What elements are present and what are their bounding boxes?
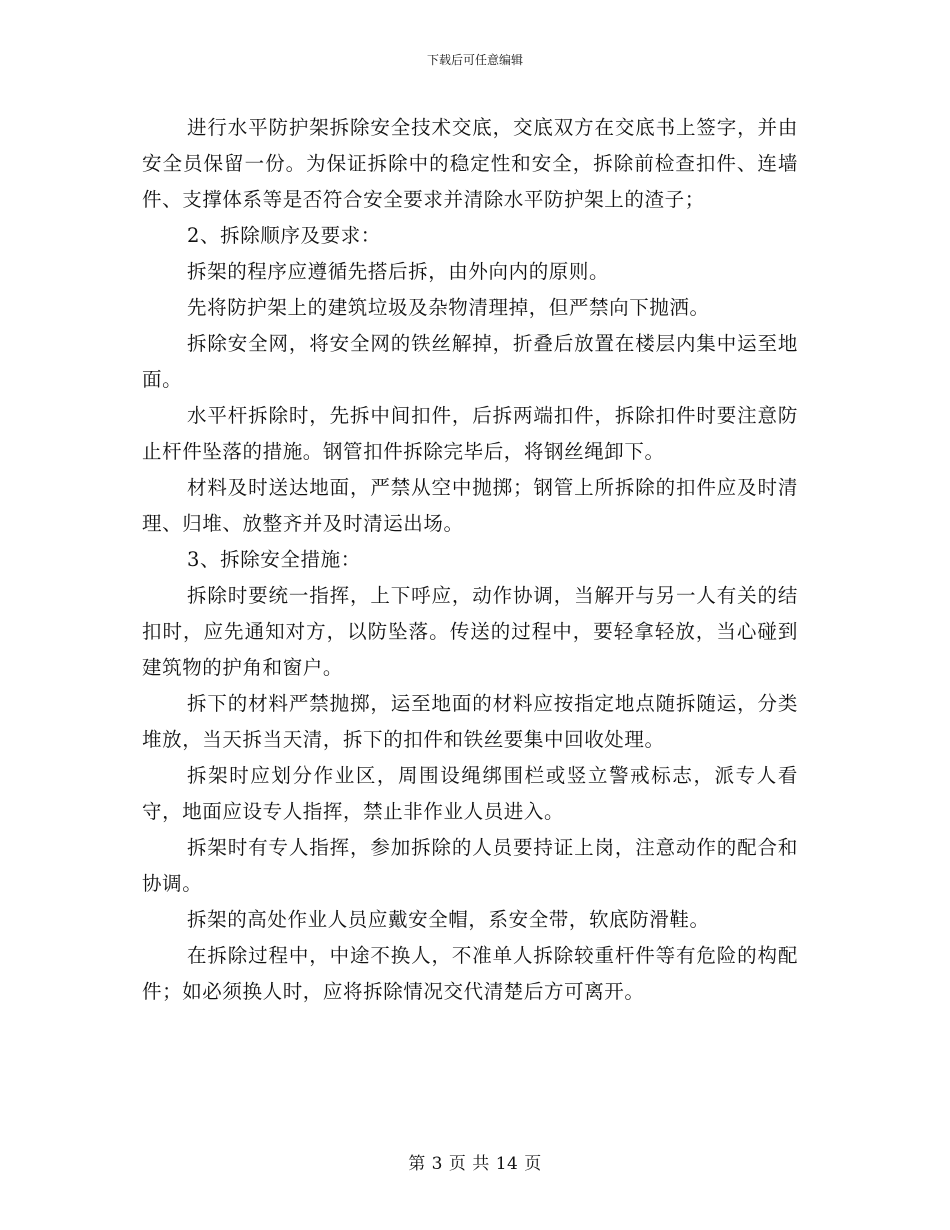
paragraph-no-substitution: 在拆除过程中，中途不换人，不准单人拆除较重杆件等有危险的构配件；如必须换人时，应将拆除情况交代清楚后方可离开。 <box>142 944 798 1003</box>
paragraph-horizontal-bar: 水平杆拆除时，先拆中间扣件，后拆两端扣件，拆除扣件时要注意防止杆件坠落的措施。钢管扣件拆除完毕后，将钢丝绳卸下。 <box>142 404 798 463</box>
page-number-footer: 第 3 页 共 14 页 <box>408 1154 542 1174</box>
paragraph-work-zone: 拆架时应划分作业区，周围设绳绑围栏或竖立警戒标志，派专人看守，地面应设专人指挥，禁止非作业人员进入。 <box>142 764 798 823</box>
section-heading-safety-measures: 3、拆除安全措施： <box>187 548 361 571</box>
paragraph-handover-intro: 进行水平防护架拆除安全技术交底，交底双方在交底书上签字，并由安全员保留一份。为保证拆除中的稳定性和安全，拆除前检查扣件、连墙件、支撑体系等是否符合安全要求并清除水平防护架上的渣子； <box>142 116 798 211</box>
document-body <box>142 110 798 1010</box>
paragraph-materials-delivery: 材料及时送达地面，严禁从空中抛掷；钢管上所拆除的扣件应及时清理、归堆、放整齐并及时清运出场。 <box>142 476 798 535</box>
section-heading-dismantle-order: 2、拆除顺序及要求： <box>187 224 381 247</box>
paragraph-unified-command: 拆除时要统一指挥，上下呼应，动作协调，当解开与另一人有关的结扣时，应先通知对方，以防坠落。传送的过程中，要轻拿轻放，当心碰到建筑物的护角和窗户。 <box>142 584 798 679</box>
page-header: 下载后可任意编辑 <box>426 53 523 67</box>
paragraph-protective-gear: 拆架的高处作业人员应戴安全帽，系安全带，软底防滑鞋。 <box>187 908 710 931</box>
paragraph-no-throwing: 拆下的材料严禁抛掷，运至地面的材料应按指定地点随拆随运，分类堆放，当天拆当天清，拆下的扣件和铁丝要集中回收处理。 <box>142 692 798 751</box>
paragraph-principle: 拆架的程序应遵循先搭后拆，由外向内的原则。 <box>187 260 610 283</box>
paragraph-clear-debris: 先将防护架上的建筑垃圾及杂物清理掉，但严禁向下抛洒。 <box>187 296 710 319</box>
paragraph-safety-net: 拆除安全网，将安全网的铁丝解掉，折叠后放置在楼层内集中运至地面。 <box>142 332 798 391</box>
paragraph-certified-personnel: 拆架时有专人指挥，参加拆除的人员要持证上岗，注意动作的配合和协调。 <box>142 836 798 895</box>
